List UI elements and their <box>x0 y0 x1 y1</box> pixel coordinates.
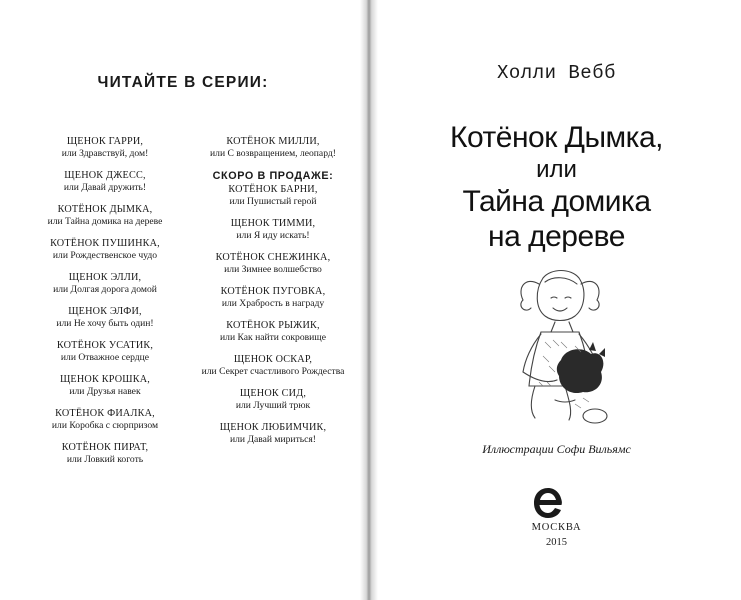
entry-subtitle: или Отважное сердце <box>60 352 150 363</box>
entry-subtitle: или Долгая дорога домой <box>53 284 157 295</box>
entry-title: КОТЁНОК ПУШИНКА, <box>50 238 160 249</box>
series-entry <box>187 184 359 218</box>
entry-subtitle: или Храбрость в награду <box>221 298 325 309</box>
entry-title: ЩЕНОК СИД, <box>239 388 307 399</box>
series-entry <box>20 306 190 340</box>
entry-title: КОТЁНОК СНЕЖИНКА, <box>215 252 331 263</box>
entry-title: КОТЁНОК ФИАЛКА, <box>55 408 155 419</box>
series-entry <box>20 170 190 204</box>
entry-subtitle: или Секрет счастливого Рождества <box>201 366 345 377</box>
series-entry <box>20 136 190 170</box>
series-entry <box>20 442 190 476</box>
publisher-city: МОСКВА <box>531 522 582 533</box>
entry-subtitle: или Лучший трюк <box>235 400 311 411</box>
series-heading: ЧИТАЙТЕ В СЕРИИ: <box>97 74 269 91</box>
title-line: или <box>536 156 577 183</box>
title-line: Котёнок Дымка, <box>450 121 663 154</box>
publication-year: 2015 <box>546 537 567 548</box>
entry-subtitle: или Друзья навек <box>69 386 141 397</box>
entry-subtitle: или Я иду искать! <box>236 230 310 241</box>
entry-subtitle: или Здравствуй, дом! <box>61 148 149 159</box>
entry-title: КОТЁНОК РЫЖИК, <box>226 320 320 331</box>
series-entry <box>187 422 359 456</box>
entry-subtitle: или Коробка с сюрпризом <box>51 420 159 431</box>
entry-title: ЩЕНОК ГАРРИ, <box>66 136 144 147</box>
series-entry <box>20 272 190 306</box>
series-entry <box>187 136 359 168</box>
entry-subtitle: или Ловкий коготь <box>66 454 144 465</box>
series-entry <box>20 408 190 442</box>
series-entry <box>187 388 359 422</box>
entry-title: ЩЕНОК ЭЛФИ, <box>68 306 142 317</box>
series-entry <box>20 374 190 408</box>
entry-title: ЩЕНОК ТИММИ, <box>230 218 316 229</box>
series-entry <box>20 204 190 238</box>
entry-title: КОТЁНОК УСАТИК, <box>56 340 154 351</box>
book-title <box>372 120 741 254</box>
title-line: Тайна домика <box>462 185 651 218</box>
entry-title: ЩЕНОК ЛЮБИМЧИК, <box>219 422 327 433</box>
entry-title: ЩЕНОК ДЖЕСС, <box>64 170 146 181</box>
series-entry <box>187 218 359 252</box>
coming-soon-heading: СКОРО В ПРОДАЖЕ: <box>212 170 334 182</box>
entry-subtitle: или Как найти сокровище <box>220 332 326 343</box>
entry-title: КОТЁНОК БАРНИ, <box>228 184 318 195</box>
entry-title: ЩЕНОК КРОШКА, <box>59 374 151 385</box>
illustrator-credit: Иллюстрации Софи Вильямс <box>482 442 631 456</box>
series-entry <box>187 320 359 354</box>
series-entry <box>187 286 359 320</box>
entry-subtitle: или С возвращением, леопард! <box>210 148 336 159</box>
entry-subtitle: или Давай дружить! <box>63 182 147 193</box>
series-entry <box>20 238 190 272</box>
entry-title: ЩЕНОК ОСКАР, <box>233 354 313 365</box>
series-entry <box>20 340 190 374</box>
girl-with-kitten-illustration <box>495 262 625 427</box>
entry-subtitle: или Давай мириться! <box>229 434 317 445</box>
book-author: Холли Вебб <box>496 62 617 84</box>
entry-title: КОТЁНОК ДЫМКА, <box>57 204 153 215</box>
series-column-2 <box>187 136 359 456</box>
series-column-1 <box>20 136 190 476</box>
entry-subtitle: или Тайна домика на дереве <box>47 216 163 227</box>
entry-subtitle: или Зимнее волшебство <box>224 264 322 275</box>
series-entry <box>187 252 359 286</box>
eksmo-logo-icon <box>530 485 566 521</box>
entry-subtitle: или Рождественское чудо <box>52 250 158 261</box>
entry-subtitle: или Пушистый герой <box>229 196 317 207</box>
entry-title: ЩЕНОК ЭЛЛИ, <box>68 272 142 283</box>
title-line: на дереве <box>488 220 625 253</box>
entry-title: КОТЁНОК ПУГОВКА, <box>220 286 326 297</box>
series-entry <box>187 354 359 388</box>
entry-title: КОТЁНОК МИЛЛИ, <box>226 136 320 147</box>
entry-subtitle: или Не хочу быть один! <box>56 318 154 329</box>
entry-title: КОТЁНОК ПИРАТ, <box>61 442 149 453</box>
